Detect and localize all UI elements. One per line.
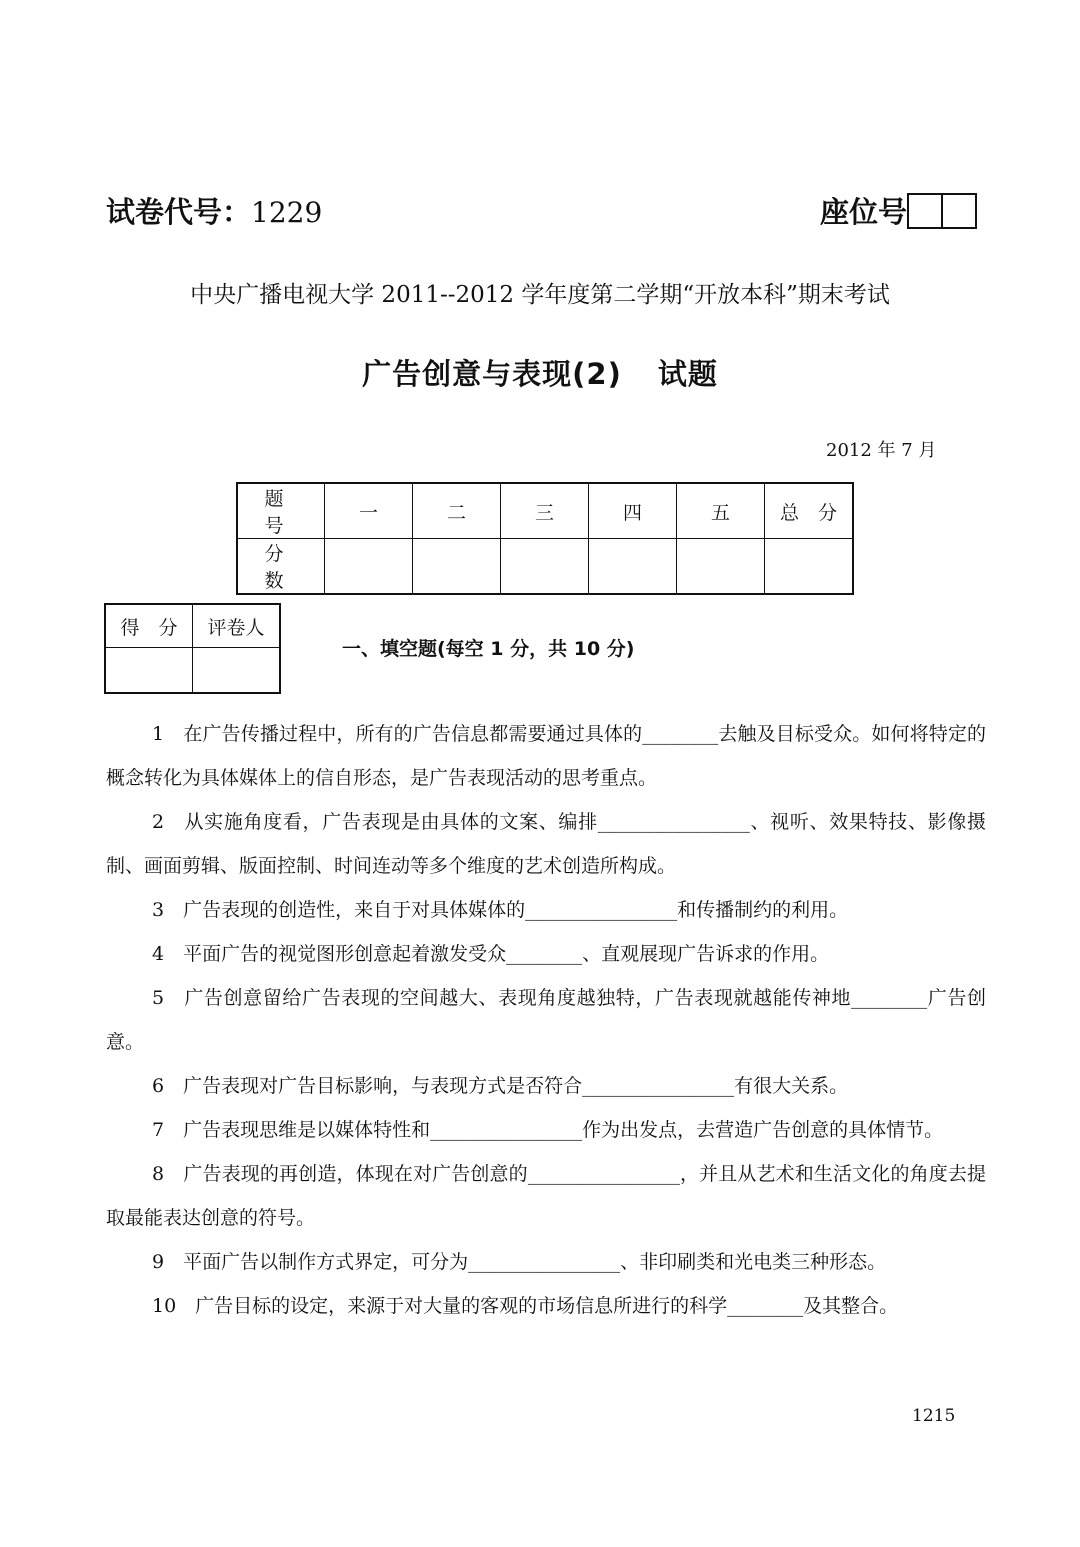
exam-date: 2012 年 7 月 <box>826 440 937 461</box>
grader-score-cell <box>105 648 193 694</box>
grader-name-cell <box>193 648 281 694</box>
score-table-col-1: 一 <box>325 483 413 539</box>
question-item: 4 平面广告的视觉图形创意起着激发受众________、直观展现广告诉求的作用。 <box>152 943 830 965</box>
score-table-header-row <box>237 483 853 539</box>
exam-code <box>106 190 322 231</box>
grader-table-header-row <box>105 604 280 648</box>
page-number: 1215 <box>912 1406 956 1426</box>
exam-code-value: 1229 <box>251 196 323 229</box>
question-item: 9 平面广告以制作方式界定，可分为________________、非印刷类和光电类三种形态。 <box>152 1251 887 1273</box>
score-cell <box>413 539 501 595</box>
seat-number-label: 座位号 <box>820 195 908 229</box>
grader-table <box>104 603 281 694</box>
question-list <box>106 712 986 1328</box>
score-cell <box>501 539 589 595</box>
score-table-row-label: 题 号 <box>237 483 325 539</box>
score-cell <box>325 539 413 595</box>
score-table <box>236 482 854 595</box>
score-table-score-row <box>237 539 853 595</box>
exam-code-label: 试卷代号： <box>106 195 252 229</box>
grader-name-label: 评卷人 <box>193 604 281 648</box>
seat-box-2 <box>943 193 977 229</box>
question-item: 3 广告表现的创造性，来自于对具体媒体的________________和传播制约的利用。 <box>152 899 849 921</box>
question-item: 5 广告创意留给广告表现的空间越大、表现角度越独特，广告表现就越能传神地________广告创意。 <box>106 987 986 1053</box>
score-cell <box>765 539 854 595</box>
page-title <box>0 352 1080 393</box>
question-item: 6 广告表现对广告目标影响，与表现方式是否符合________________有很大关系。 <box>152 1075 849 1097</box>
seat-box-1 <box>907 193 943 229</box>
score-cell <box>677 539 765 595</box>
seat-number <box>820 190 977 231</box>
title-suffix: 试题 <box>657 357 718 391</box>
section-title: 一、填空题(每空 1 分，共 10 分) <box>342 638 635 660</box>
grader-table-blank-row <box>105 648 280 694</box>
score-table-col-3: 三 <box>501 483 589 539</box>
question-item: 2 从实施角度看，广告表现是由具体的文案、编排________________、视听、效果特技、影像摄制、画面剪辑、版面控制、时间连动等多个维度的艺术创造所构成。 <box>106 811 986 877</box>
question-item: 10 广告目标的设定，来源于对大量的客观的市场信息所进行的科学________及其整合。 <box>152 1295 899 1317</box>
score-table-col-total: 总 分 <box>765 483 854 539</box>
score-table-col-4: 四 <box>589 483 677 539</box>
score-table-col-2: 二 <box>413 483 501 539</box>
score-cell <box>589 539 677 595</box>
exam-subtitle: 中央广播电视大学 2011--2012 学年度第二学期“开放本科”期末考试 <box>190 282 890 308</box>
grader-score-label: 得 分 <box>105 604 193 648</box>
score-table-row-label: 分 数 <box>237 539 325 595</box>
question-item: 8 广告表现的再创造，体现在对广告创意的________________，并且从艺术和生活文化的角度去提取最能表达创意的符号。 <box>106 1163 986 1229</box>
question-item: 7 广告表现思维是以媒体特性和________________作为出发点，去营造广告创意的具体情节。 <box>152 1119 944 1141</box>
score-table-col-5: 五 <box>677 483 765 539</box>
question-item: 1 在广告传播过程中，所有的广告信息都需要通过具体的________去触及目标受众。如何将特定的概念转化为具体媒体上的信自形态，是广告表现活动的思考重点。 <box>106 723 986 789</box>
title-main: 广告创意与表现(2) <box>362 357 622 391</box>
